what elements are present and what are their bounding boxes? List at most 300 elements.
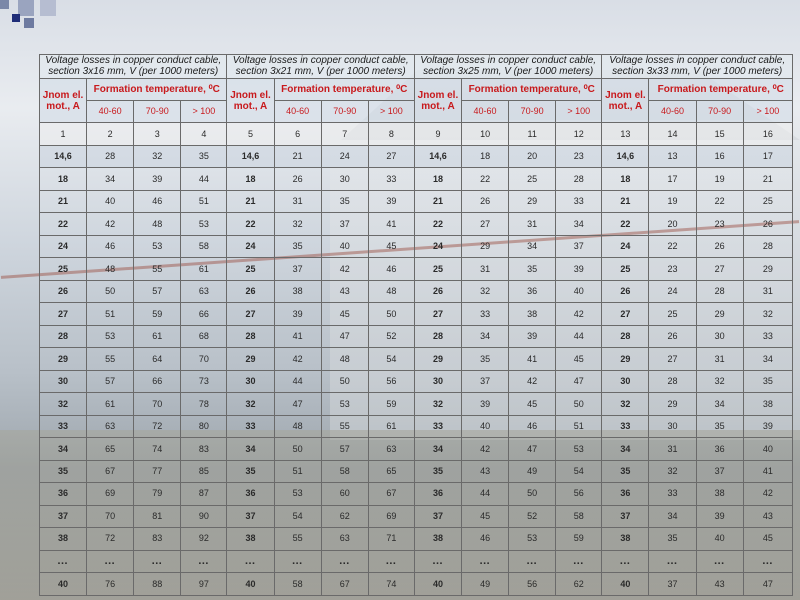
loss-cell: 65	[87, 438, 134, 460]
loss-cell: 47	[556, 370, 602, 392]
column-number: 15	[696, 123, 743, 145]
voltage-loss-table	[39, 54, 793, 596]
current-cell: 30	[602, 370, 649, 392]
current-cell: 18	[40, 168, 87, 190]
loss-cell: 22	[696, 190, 743, 212]
loss-cell: 40	[462, 415, 509, 437]
loss-cell: 18	[462, 145, 509, 167]
loss-cell: 32	[649, 460, 696, 482]
table-row	[40, 348, 793, 370]
current-cell: 35	[227, 460, 274, 482]
loss-cell: 48	[134, 213, 181, 235]
loss-cell: 43	[321, 280, 368, 302]
loss-cell: 31	[696, 348, 743, 370]
current-cell: 24	[40, 235, 87, 257]
loss-cell: 45	[368, 235, 414, 257]
loss-cell: 39	[274, 303, 321, 325]
loss-cell: 37	[556, 235, 602, 257]
loss-cell: 57	[321, 438, 368, 460]
loss-cell: 26	[274, 168, 321, 190]
current-cell: 21	[40, 190, 87, 212]
loss-cell: 32	[274, 213, 321, 235]
loss-cell: 45	[556, 348, 602, 370]
loss-cell: 47	[321, 325, 368, 347]
subheader-row	[40, 78, 793, 100]
loss-cell: 23	[649, 258, 696, 280]
loss-cell: 35	[696, 415, 743, 437]
loss-cell: 56	[509, 573, 556, 596]
loss-cell: …	[181, 550, 227, 572]
loss-cell: 58	[321, 460, 368, 482]
loss-cell: 79	[134, 483, 181, 505]
loss-cell: 55	[87, 348, 134, 370]
loss-cell: 23	[696, 213, 743, 235]
loss-cell: 33	[556, 190, 602, 212]
loss-cell: 63	[181, 280, 227, 302]
loss-cell: 19	[696, 168, 743, 190]
current-cell: 40	[227, 573, 274, 596]
table-row	[40, 370, 793, 392]
loss-cell: 35	[509, 258, 556, 280]
range-header: 40-60	[649, 101, 696, 123]
current-cell: 18	[227, 168, 274, 190]
current-cell: 30	[227, 370, 274, 392]
current-cell: 29	[40, 348, 87, 370]
loss-cell: 61	[134, 325, 181, 347]
loss-cell: …	[321, 550, 368, 572]
loss-cell: 61	[368, 415, 414, 437]
current-cell: 14,6	[227, 145, 274, 167]
loss-cell: 83	[181, 438, 227, 460]
current-cell: …	[227, 550, 274, 572]
column-number: 10	[462, 123, 509, 145]
loss-cell: 13	[649, 145, 696, 167]
loss-cell: 31	[743, 280, 792, 302]
current-cell: 37	[414, 505, 461, 527]
loss-cell: 63	[87, 415, 134, 437]
loss-cell: 42	[509, 370, 556, 392]
loss-cell: …	[556, 550, 602, 572]
loss-cell: …	[509, 550, 556, 572]
loss-cell: 30	[321, 168, 368, 190]
loss-cell: 29	[462, 235, 509, 257]
column-number: 9	[414, 123, 461, 145]
current-cell: 32	[227, 393, 274, 415]
ellipsis-row	[40, 550, 793, 572]
loss-cell: 48	[321, 348, 368, 370]
loss-cell: 50	[368, 303, 414, 325]
loss-cell: 73	[181, 370, 227, 392]
table-row	[40, 190, 793, 212]
loss-cell: 37	[649, 573, 696, 596]
loss-cell: 44	[556, 325, 602, 347]
current-cell: 33	[414, 415, 461, 437]
loss-cell: 38	[509, 303, 556, 325]
loss-cell: 50	[509, 483, 556, 505]
loss-cell: 20	[509, 145, 556, 167]
current-cell: 40	[40, 573, 87, 596]
loss-cell: 29	[649, 393, 696, 415]
loss-cell: …	[368, 550, 414, 572]
current-cell: 14,6	[414, 145, 461, 167]
current-cell: 26	[227, 280, 274, 302]
loss-cell: 55	[321, 415, 368, 437]
current-cell: 27	[40, 303, 87, 325]
loss-cell: 34	[743, 348, 792, 370]
loss-cell: 32	[743, 303, 792, 325]
loss-cell: 28	[556, 168, 602, 190]
loss-cell: 39	[743, 415, 792, 437]
decorative-squares	[0, 0, 60, 34]
current-cell: 27	[227, 303, 274, 325]
loss-cell: 41	[509, 348, 556, 370]
loss-cell: 70	[181, 348, 227, 370]
loss-cell: 26	[649, 325, 696, 347]
square-icon	[18, 0, 34, 16]
loss-cell: 54	[368, 348, 414, 370]
loss-cell: 21	[743, 168, 792, 190]
table-row	[40, 573, 793, 596]
loss-cell: 27	[696, 258, 743, 280]
loss-cell: 58	[556, 505, 602, 527]
loss-cell: 46	[509, 415, 556, 437]
loss-cell: 26	[462, 190, 509, 212]
loss-cell: 67	[321, 573, 368, 596]
current-cell: 21	[602, 190, 649, 212]
loss-cell: 31	[462, 258, 509, 280]
column-number: 1	[40, 123, 87, 145]
current-cell: 40	[602, 573, 649, 596]
loss-cell: 34	[649, 505, 696, 527]
loss-cell: 31	[274, 190, 321, 212]
loss-cell: 45	[509, 393, 556, 415]
loss-cell: 67	[368, 483, 414, 505]
current-cell: 28	[40, 325, 87, 347]
current-cell: 30	[40, 370, 87, 392]
loss-cell: 72	[134, 415, 181, 437]
column-number: 7	[321, 123, 368, 145]
loss-cell: 70	[87, 505, 134, 527]
group-header-row	[40, 55, 793, 79]
loss-cell: 48	[368, 280, 414, 302]
table-row	[40, 393, 793, 415]
loss-cell: 39	[696, 505, 743, 527]
loss-cell: 55	[134, 258, 181, 280]
group-header: Voltage losses in copper conduct cable, section 3x21 mm, V (per 1000 meters)	[227, 55, 414, 79]
loss-cell: 35	[743, 370, 792, 392]
column-number: 16	[743, 123, 792, 145]
current-cell: 32	[414, 393, 461, 415]
loss-cell: 38	[743, 393, 792, 415]
loss-cell: 35	[181, 145, 227, 167]
current-cell: 30	[414, 370, 461, 392]
loss-cell: 97	[181, 573, 227, 596]
loss-cell: 54	[556, 460, 602, 482]
current-cell: 24	[414, 235, 461, 257]
loss-cell: 23	[556, 145, 602, 167]
loss-cell: 40	[696, 528, 743, 550]
current-cell: 29	[602, 348, 649, 370]
current-cell: 35	[414, 460, 461, 482]
current-cell: 37	[40, 505, 87, 527]
current-cell: 25	[602, 258, 649, 280]
group-header: Voltage losses in copper conduct cable, section 3x33 mm, V (per 1000 meters)	[602, 55, 793, 79]
table-row	[40, 145, 793, 167]
loss-cell: 83	[134, 528, 181, 550]
loss-cell: 42	[462, 438, 509, 460]
loss-cell: 36	[696, 438, 743, 460]
loss-cell: 65	[368, 460, 414, 482]
current-cell: 38	[40, 528, 87, 550]
column-number: 2	[87, 123, 134, 145]
loss-cell: 26	[696, 235, 743, 257]
loss-cell: 50	[556, 393, 602, 415]
loss-cell: 45	[462, 505, 509, 527]
loss-cell: 29	[696, 303, 743, 325]
loss-cell: 81	[134, 505, 181, 527]
table-row	[40, 235, 793, 257]
range-header: 70-90	[509, 101, 556, 123]
loss-cell: 39	[556, 258, 602, 280]
loss-cell: 46	[134, 190, 181, 212]
loss-cell: 49	[462, 573, 509, 596]
loss-cell: 57	[87, 370, 134, 392]
loss-cell: 31	[649, 438, 696, 460]
loss-cell: 25	[509, 168, 556, 190]
range-header: > 100	[368, 101, 414, 123]
square-icon	[40, 0, 56, 16]
loss-cell: …	[743, 550, 792, 572]
loss-cell: 44	[274, 370, 321, 392]
square-icon	[12, 14, 20, 22]
loss-cell: 38	[274, 280, 321, 302]
loss-cell: 43	[743, 505, 792, 527]
range-header: 70-90	[696, 101, 743, 123]
column-number: 11	[509, 123, 556, 145]
loss-cell: 40	[743, 438, 792, 460]
current-cell: 22	[602, 213, 649, 235]
current-cell: 14,6	[40, 145, 87, 167]
loss-cell: 42	[321, 258, 368, 280]
loss-cell: 45	[743, 528, 792, 550]
loss-cell: 52	[368, 325, 414, 347]
loss-cell: 59	[368, 393, 414, 415]
range-header: > 100	[181, 101, 227, 123]
current-cell: 34	[414, 438, 461, 460]
table-row	[40, 325, 793, 347]
current-cell: 26	[40, 280, 87, 302]
current-cell: 32	[602, 393, 649, 415]
loss-cell: 70	[134, 393, 181, 415]
loss-cell: 32	[462, 280, 509, 302]
loss-cell: …	[87, 550, 134, 572]
loss-cell: 51	[556, 415, 602, 437]
loss-cell: 17	[743, 145, 792, 167]
loss-cell: …	[462, 550, 509, 572]
loss-cell: 26	[743, 213, 792, 235]
range-header: 40-60	[462, 101, 509, 123]
loss-cell: 50	[321, 370, 368, 392]
loss-cell: …	[134, 550, 181, 572]
loss-cell: 25	[649, 303, 696, 325]
current-cell: 34	[40, 438, 87, 460]
jnom-header: Jnom el. mot., A	[227, 78, 274, 123]
current-cell: 26	[602, 280, 649, 302]
jnom-header: Jnom el. mot., A	[40, 78, 87, 123]
table-row	[40, 213, 793, 235]
square-icon	[24, 18, 34, 28]
loss-cell: 34	[696, 393, 743, 415]
loss-cell: 28	[696, 280, 743, 302]
loss-cell: 61	[87, 393, 134, 415]
current-cell: 36	[602, 483, 649, 505]
loss-cell: 27	[368, 145, 414, 167]
table-row	[40, 415, 793, 437]
current-cell: 18	[414, 168, 461, 190]
formation-header: Formation temperature, ⁰С	[274, 78, 414, 100]
column-number: 4	[181, 123, 227, 145]
loss-cell: 45	[321, 303, 368, 325]
loss-cell: 34	[556, 213, 602, 235]
loss-cell: 59	[134, 303, 181, 325]
column-number: 3	[134, 123, 181, 145]
loss-cell: 42	[743, 483, 792, 505]
current-cell: 14,6	[602, 145, 649, 167]
loss-cell: 41	[368, 213, 414, 235]
table-row	[40, 303, 793, 325]
loss-cell: 66	[134, 370, 181, 392]
current-cell: 33	[40, 415, 87, 437]
column-number: 6	[274, 123, 321, 145]
range-header: 40-60	[87, 101, 134, 123]
loss-cell: 50	[274, 438, 321, 460]
loss-cell: 55	[274, 528, 321, 550]
current-cell: 18	[602, 168, 649, 190]
loss-cell: 16	[696, 145, 743, 167]
loss-cell: 78	[181, 393, 227, 415]
current-cell: 22	[414, 213, 461, 235]
loss-cell: 28	[87, 145, 134, 167]
loss-cell: 42	[274, 348, 321, 370]
loss-cell: 22	[649, 235, 696, 257]
current-cell: 36	[227, 483, 274, 505]
loss-cell: 66	[181, 303, 227, 325]
loss-cell: 47	[509, 438, 556, 460]
loss-cell: 71	[368, 528, 414, 550]
column-number-row	[40, 123, 793, 145]
column-number: 8	[368, 123, 414, 145]
loss-cell: 22	[462, 168, 509, 190]
loss-cell: 67	[87, 460, 134, 482]
formation-header: Formation temperature, ⁰С	[87, 78, 227, 100]
loss-cell: 27	[462, 213, 509, 235]
loss-cell: 33	[368, 168, 414, 190]
current-cell: 21	[414, 190, 461, 212]
loss-cell: 43	[462, 460, 509, 482]
loss-cell: 37	[696, 460, 743, 482]
loss-cell: 37	[462, 370, 509, 392]
loss-cell: 88	[134, 573, 181, 596]
loss-cell: 77	[134, 460, 181, 482]
loss-cell: 53	[181, 213, 227, 235]
loss-cell: 90	[181, 505, 227, 527]
loss-cell: 51	[87, 303, 134, 325]
table-row	[40, 438, 793, 460]
range-header: 70-90	[321, 101, 368, 123]
loss-cell: 39	[462, 393, 509, 415]
loss-cell: 41	[743, 460, 792, 482]
table-row	[40, 168, 793, 190]
loss-cell: 40	[321, 235, 368, 257]
table-row	[40, 483, 793, 505]
current-cell: 34	[227, 438, 274, 460]
loss-cell: 48	[87, 258, 134, 280]
loss-cell: 28	[743, 235, 792, 257]
loss-cell: 46	[368, 258, 414, 280]
loss-cell: 29	[743, 258, 792, 280]
loss-cell: 68	[181, 325, 227, 347]
loss-cell: 30	[696, 325, 743, 347]
loss-cell: 37	[321, 213, 368, 235]
current-cell: 33	[602, 415, 649, 437]
current-cell: 34	[602, 438, 649, 460]
loss-cell: 49	[509, 460, 556, 482]
current-cell: …	[414, 550, 461, 572]
loss-cell: 28	[649, 370, 696, 392]
current-cell: 25	[227, 258, 274, 280]
loss-cell: …	[696, 550, 743, 572]
current-cell: 28	[602, 325, 649, 347]
loss-cell: 53	[509, 528, 556, 550]
loss-cell: 35	[462, 348, 509, 370]
loss-cell: 39	[509, 325, 556, 347]
current-cell: 22	[40, 213, 87, 235]
loss-cell: 34	[509, 235, 556, 257]
loss-cell: 39	[368, 190, 414, 212]
group-header: Voltage losses in copper conduct cable, section 3x16 mm, V (per 1000 meters)	[40, 55, 227, 79]
table-row	[40, 460, 793, 482]
jnom-header: Jnom el. mot., A	[414, 78, 461, 123]
loss-cell: 74	[134, 438, 181, 460]
loss-cell: 33	[649, 483, 696, 505]
jnom-header: Jnom el. mot., A	[602, 78, 649, 123]
loss-cell: …	[274, 550, 321, 572]
group-header: Voltage losses in copper conduct cable, section 3x25 mm, V (per 1000 meters)	[414, 55, 601, 79]
loss-cell: 52	[509, 505, 556, 527]
table-row	[40, 258, 793, 280]
current-cell: 22	[227, 213, 274, 235]
current-cell: …	[40, 550, 87, 572]
loss-cell: 56	[368, 370, 414, 392]
loss-cell: 25	[743, 190, 792, 212]
current-cell: 36	[40, 483, 87, 505]
range-header: > 100	[556, 101, 602, 123]
loss-cell: 24	[321, 145, 368, 167]
loss-cell: 80	[181, 415, 227, 437]
table-row	[40, 528, 793, 550]
loss-cell: 29	[509, 190, 556, 212]
loss-cell: 19	[649, 190, 696, 212]
current-cell: 36	[414, 483, 461, 505]
loss-cell: 35	[649, 528, 696, 550]
loss-cell: …	[649, 550, 696, 572]
range-header: > 100	[743, 101, 792, 123]
loss-cell: 46	[87, 235, 134, 257]
loss-cell: 36	[509, 280, 556, 302]
loss-cell: 42	[556, 303, 602, 325]
loss-cell: 58	[181, 235, 227, 257]
loss-cell: 62	[556, 573, 602, 596]
